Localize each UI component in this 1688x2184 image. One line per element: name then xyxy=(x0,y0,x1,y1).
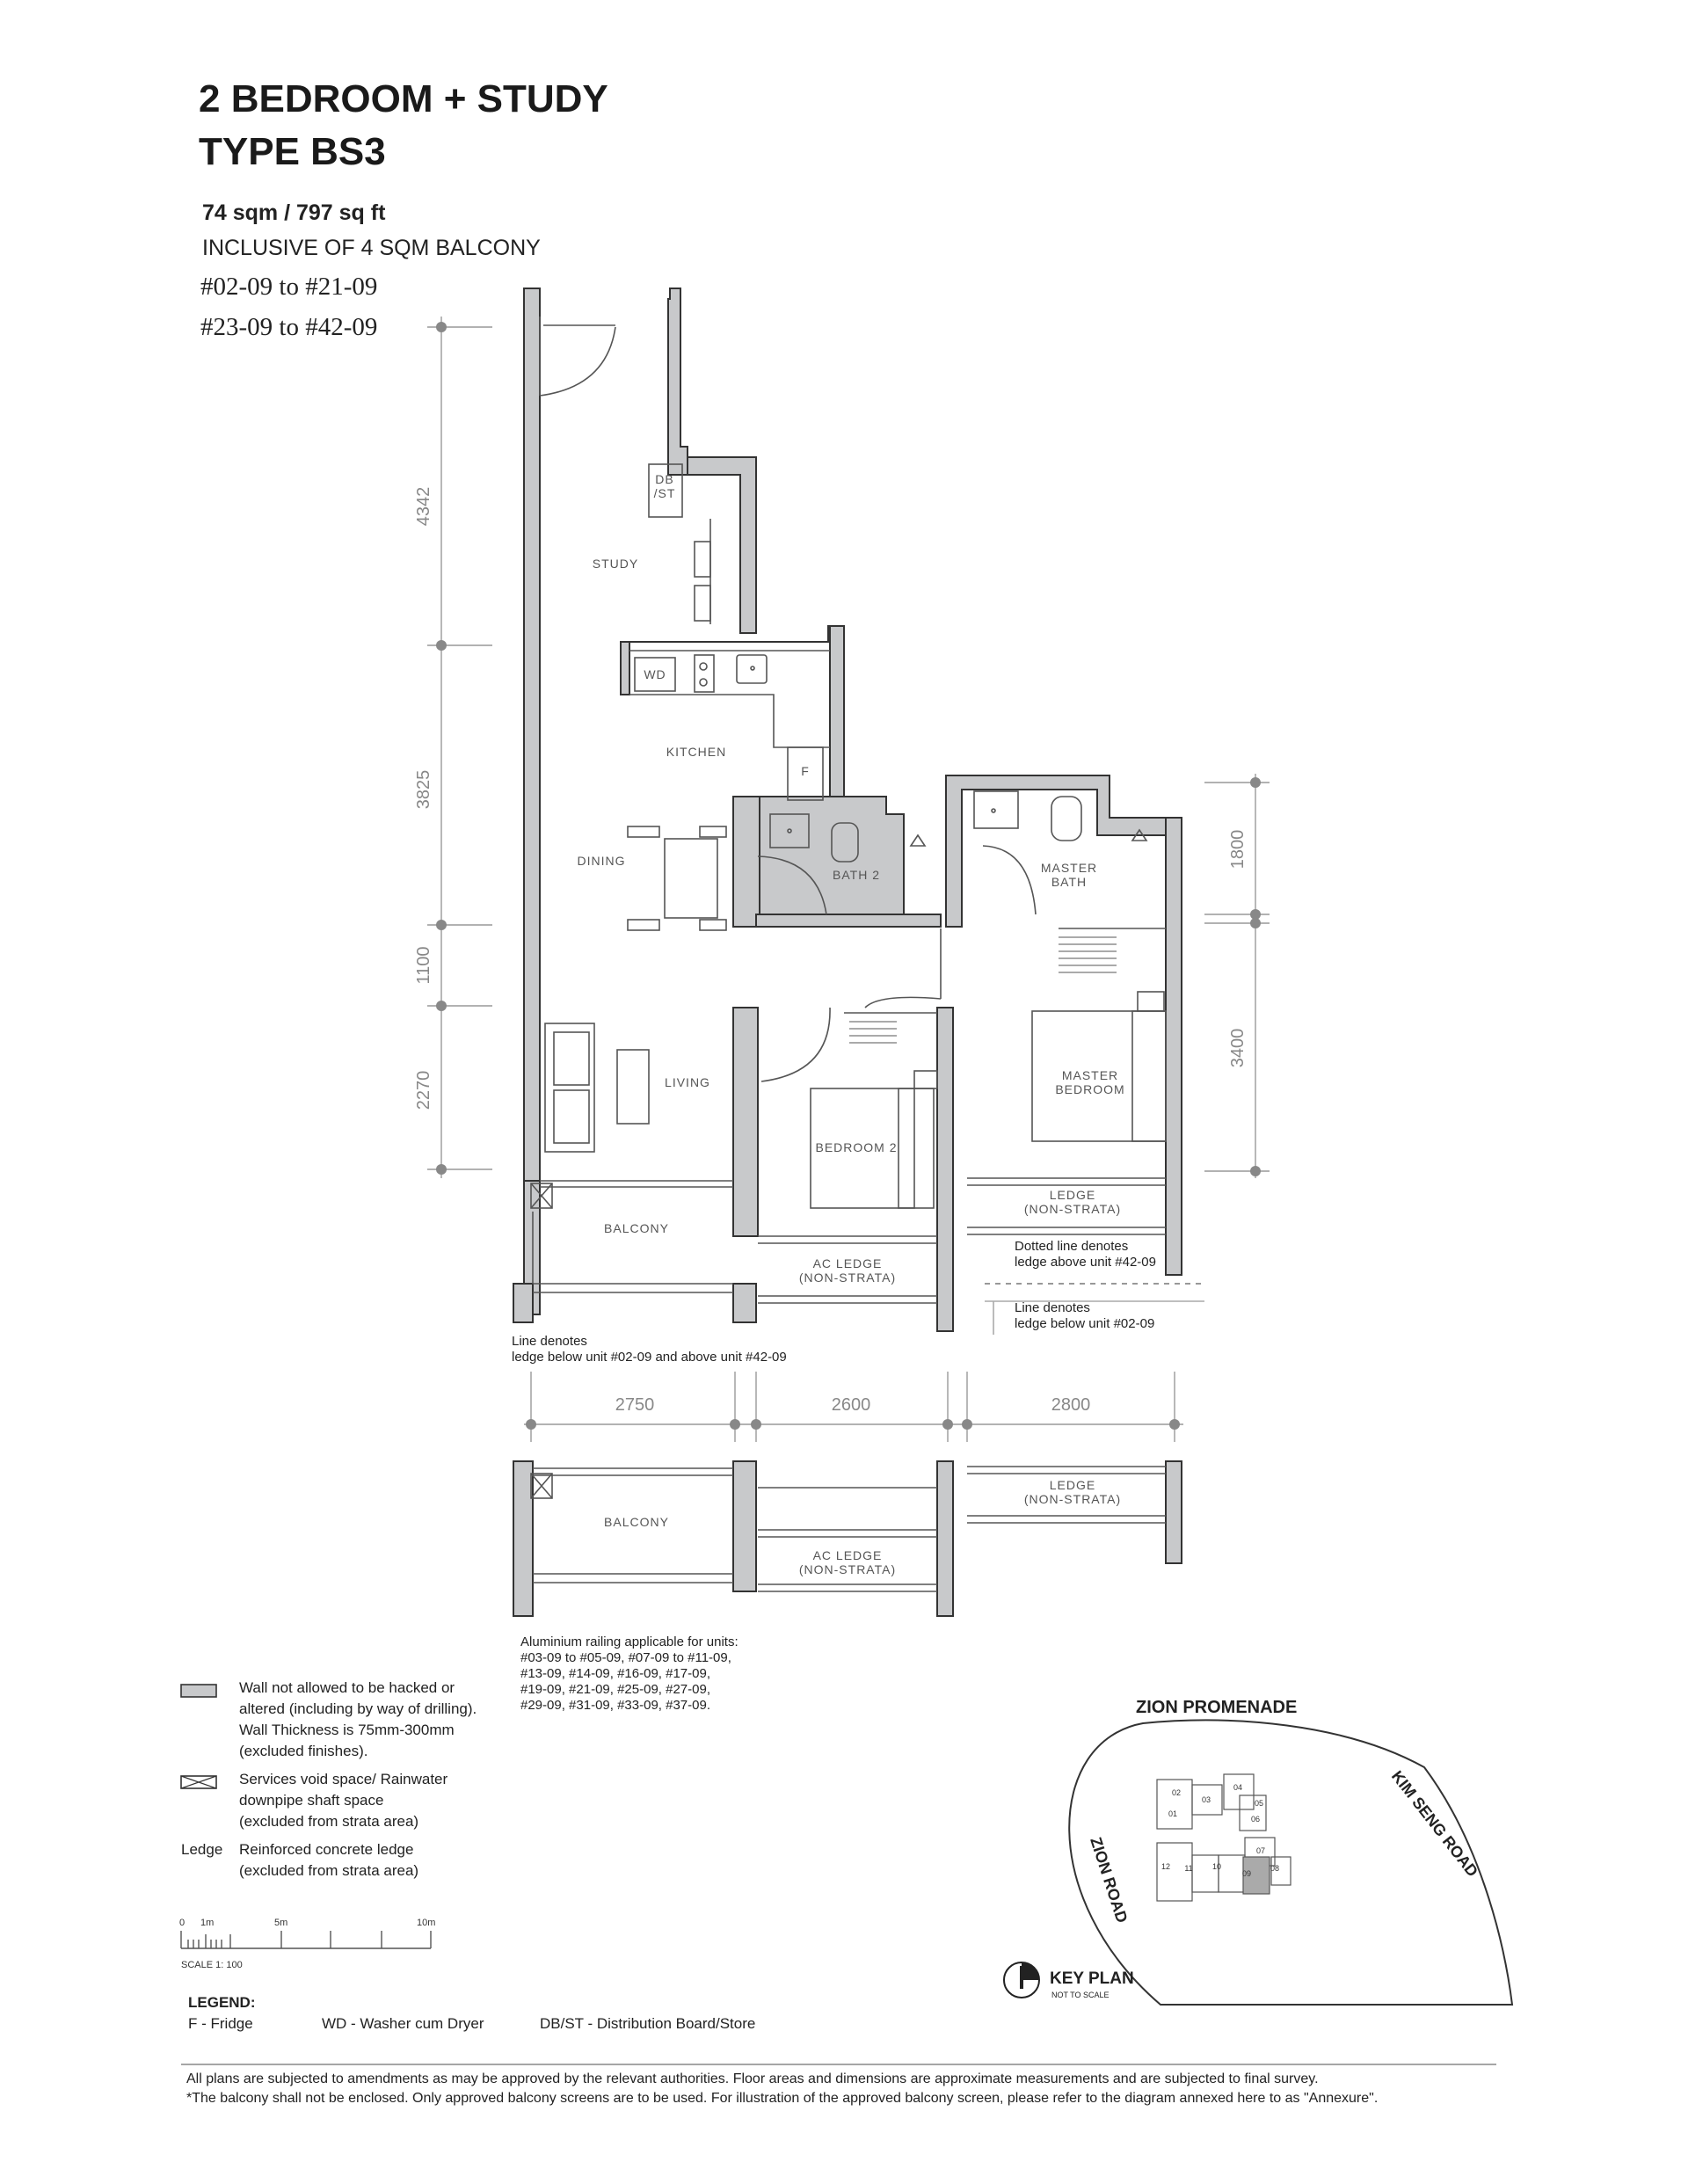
legend-symbols xyxy=(181,1685,216,1788)
alt-ledge-label-1: LEDGE xyxy=(1049,1478,1096,1492)
master-bedroom-label-2: BEDROOM xyxy=(1055,1082,1125,1096)
dim-left-4: 2270 xyxy=(414,1070,433,1110)
dim-bottom-3: 2800 xyxy=(1051,1395,1091,1415)
alt-ac-ledge-label-2: (NON-STRATA) xyxy=(798,1562,897,1576)
key-unit-04: 04 xyxy=(1233,1783,1243,1792)
scale-tick-1: 1m xyxy=(200,1918,215,1928)
services-swatch-cross xyxy=(181,1776,216,1788)
line-note-below-2: ledge below unit #02-09 xyxy=(1015,1316,1155,1331)
scale-label: SCALE 1: 100 xyxy=(181,1960,243,1970)
alt-balcony-labels xyxy=(604,1478,1121,1576)
scale-tick-10: 10m xyxy=(417,1918,436,1928)
wd-label: WD xyxy=(644,667,666,681)
dotted-note-2: ledge above unit #42-09 xyxy=(1015,1255,1156,1270)
ac-ledge-label-1: AC LEDGE xyxy=(812,1256,883,1270)
unit-range-1: #02-09 to #21-09 xyxy=(200,273,378,301)
key-unit-06: 06 xyxy=(1250,1815,1261,1824)
dining-label: DINING xyxy=(577,854,626,868)
aluminium-note-4: #19-09, #21-09, #25-09, #27-09, xyxy=(520,1682,710,1697)
master-bath-label-1: MASTER xyxy=(1040,861,1098,875)
balcony-label: BALCONY xyxy=(604,1221,669,1235)
road-zion: ZION ROAD xyxy=(1087,1835,1131,1926)
ac-ledge-label-2: (NON-STRATA) xyxy=(798,1270,897,1285)
master-bedroom-label-1: MASTER xyxy=(1061,1068,1119,1082)
legend-wall-line-2: altered (including by way of drilling). xyxy=(239,1700,477,1717)
legend-wall-line-4: (excluded finishes). xyxy=(239,1743,368,1759)
dim-bottom-1: 2750 xyxy=(615,1395,655,1415)
road-zion-promenade: ZION PROMENADE xyxy=(1136,1698,1298,1717)
room-labels xyxy=(578,472,1125,1285)
unit-area: 74 sqm / 797 sq ft xyxy=(202,200,386,225)
key-unit-11: 11 xyxy=(1184,1864,1193,1873)
key-plan-title: KEY PLAN xyxy=(1050,1969,1134,1988)
plan-title: 2 BEDROOM + STUDY xyxy=(199,77,608,120)
legend-heading: LEGEND: xyxy=(188,1994,256,2011)
north-arrow-icon xyxy=(1004,1962,1039,1998)
line-note-below-1: Line denotes xyxy=(1015,1300,1090,1315)
legend-ledge-key: Ledge xyxy=(181,1841,223,1858)
key-unit-10: 10 xyxy=(1211,1862,1222,1871)
key-unit-02: 02 xyxy=(1171,1788,1182,1797)
legend-ledge-text xyxy=(239,1839,418,1882)
line-note-left-2: ledge below unit #02-09 and above unit #42-09 xyxy=(512,1350,787,1365)
aluminium-note-3: #13-09, #14-09, #16-09, #17-09, xyxy=(520,1666,710,1681)
ledge-label-2: (NON-STRATA) xyxy=(1023,1202,1122,1216)
db-st-label-2: /ST xyxy=(653,486,676,500)
legend-services-text xyxy=(239,1769,447,1832)
balcony-inclusion: INCLUSIVE OF 4 SQM BALCONY xyxy=(202,236,541,260)
aluminium-note-2: #03-09 to #05-09, #07-09 to #11-09, xyxy=(520,1650,731,1665)
study-label: STUDY xyxy=(592,557,639,571)
legend-item-fridge: F - Fridge xyxy=(188,2015,253,2032)
key-unit-01: 01 xyxy=(1168,1809,1178,1818)
aluminium-note xyxy=(520,1634,738,1713)
dim-left-3: 1100 xyxy=(414,946,433,985)
ledge-label-1: LEDGE xyxy=(1049,1188,1096,1202)
legend-services-line-3: (excluded from strata area) xyxy=(239,1813,419,1830)
footer-disclaimer-2: *The balcony shall not be enclosed. Only approved balcony screens are to be used. For illustration of the approved balcony screen, please refer to the diagram annexed here to as "Annexure". xyxy=(186,2091,1379,2106)
road-kim-seng: KIM SENG ROAD xyxy=(1387,1767,1482,1881)
legend-services-line-2: downpipe shaft space xyxy=(239,1792,384,1809)
aluminium-note-1: Aluminium railing applicable for units: xyxy=(520,1634,738,1649)
scale-tick-0: 0 xyxy=(179,1918,186,1928)
alt-ac-ledge-label-1: AC LEDGE xyxy=(812,1548,883,1562)
fridge-label: F xyxy=(801,764,810,778)
key-unit-08: 08 xyxy=(1270,1864,1280,1873)
plan-type: TYPE BS3 xyxy=(199,130,386,173)
legend-services-line-1: Services void space/ Rainwater xyxy=(239,1771,448,1787)
master-bath-label-2: BATH xyxy=(1051,875,1088,889)
key-unit-03: 03 xyxy=(1201,1795,1211,1804)
legend-item-dbst: DB/ST - Distribution Board/Store xyxy=(540,2015,756,2032)
legend-ledge-line-2: (excluded from strata area) xyxy=(239,1862,419,1879)
footer-disclaimer-1: All plans are subjected to amendments as may be approved by the relevant authorities. Floor areas and dimensions are approximate measurements and are subjected to final survey. xyxy=(186,2071,1319,2086)
legend-wall-line-1: Wall not allowed to be hacked or xyxy=(239,1679,455,1696)
alt-balcony-label: BALCONY xyxy=(604,1515,669,1529)
legend-ledge-line-1: Reinforced concrete ledge xyxy=(239,1841,414,1858)
legend-item-wd: WD - Washer cum Dryer xyxy=(322,2015,484,2032)
kitchen-label: KITCHEN xyxy=(666,745,727,759)
key-unit-09: 09 xyxy=(1241,1869,1252,1878)
aluminium-note-5: #29-09, #31-09, #33-09, #37-09. xyxy=(520,1698,710,1713)
key-unit-05: 05 xyxy=(1254,1799,1264,1808)
bedroom2-label: BEDROOM 2 xyxy=(815,1140,898,1154)
key-plan xyxy=(1069,1721,1512,2005)
scale-labels xyxy=(179,1918,435,1970)
dim-right-1: 1800 xyxy=(1228,829,1248,870)
unit-range-2: #23-09 to #42-09 xyxy=(200,313,378,341)
dim-left-2: 3825 xyxy=(414,769,433,810)
dim-right-2: 3400 xyxy=(1228,1028,1248,1068)
db-st-label-1: DB xyxy=(655,472,674,486)
key-plan-roads xyxy=(1087,1698,1481,1925)
line-note-left-1: Line denotes xyxy=(512,1334,587,1349)
key-plan-title-group xyxy=(1050,1969,1134,1999)
dim-left-1: 4342 xyxy=(414,486,433,527)
living-label: LIVING xyxy=(665,1075,710,1089)
wall-swatch xyxy=(181,1685,216,1697)
dim-bottom-2: 2600 xyxy=(831,1395,871,1415)
bath2-label: BATH 2 xyxy=(833,868,880,882)
scale-bar xyxy=(181,1931,431,1948)
key-plan-subtitle: NOT TO SCALE xyxy=(1051,1991,1110,1999)
scale-tick-5: 5m xyxy=(274,1918,288,1928)
key-unit-07: 07 xyxy=(1255,1846,1266,1855)
alt-ledge-label-2: (NON-STRATA) xyxy=(1023,1492,1122,1506)
legend-wall-text xyxy=(239,1678,477,1762)
key-unit-12: 12 xyxy=(1160,1862,1171,1871)
legend-wall-line-3: Wall Thickness is 75mm-300mm xyxy=(239,1722,455,1738)
dotted-note-1: Dotted line denotes xyxy=(1015,1239,1129,1254)
